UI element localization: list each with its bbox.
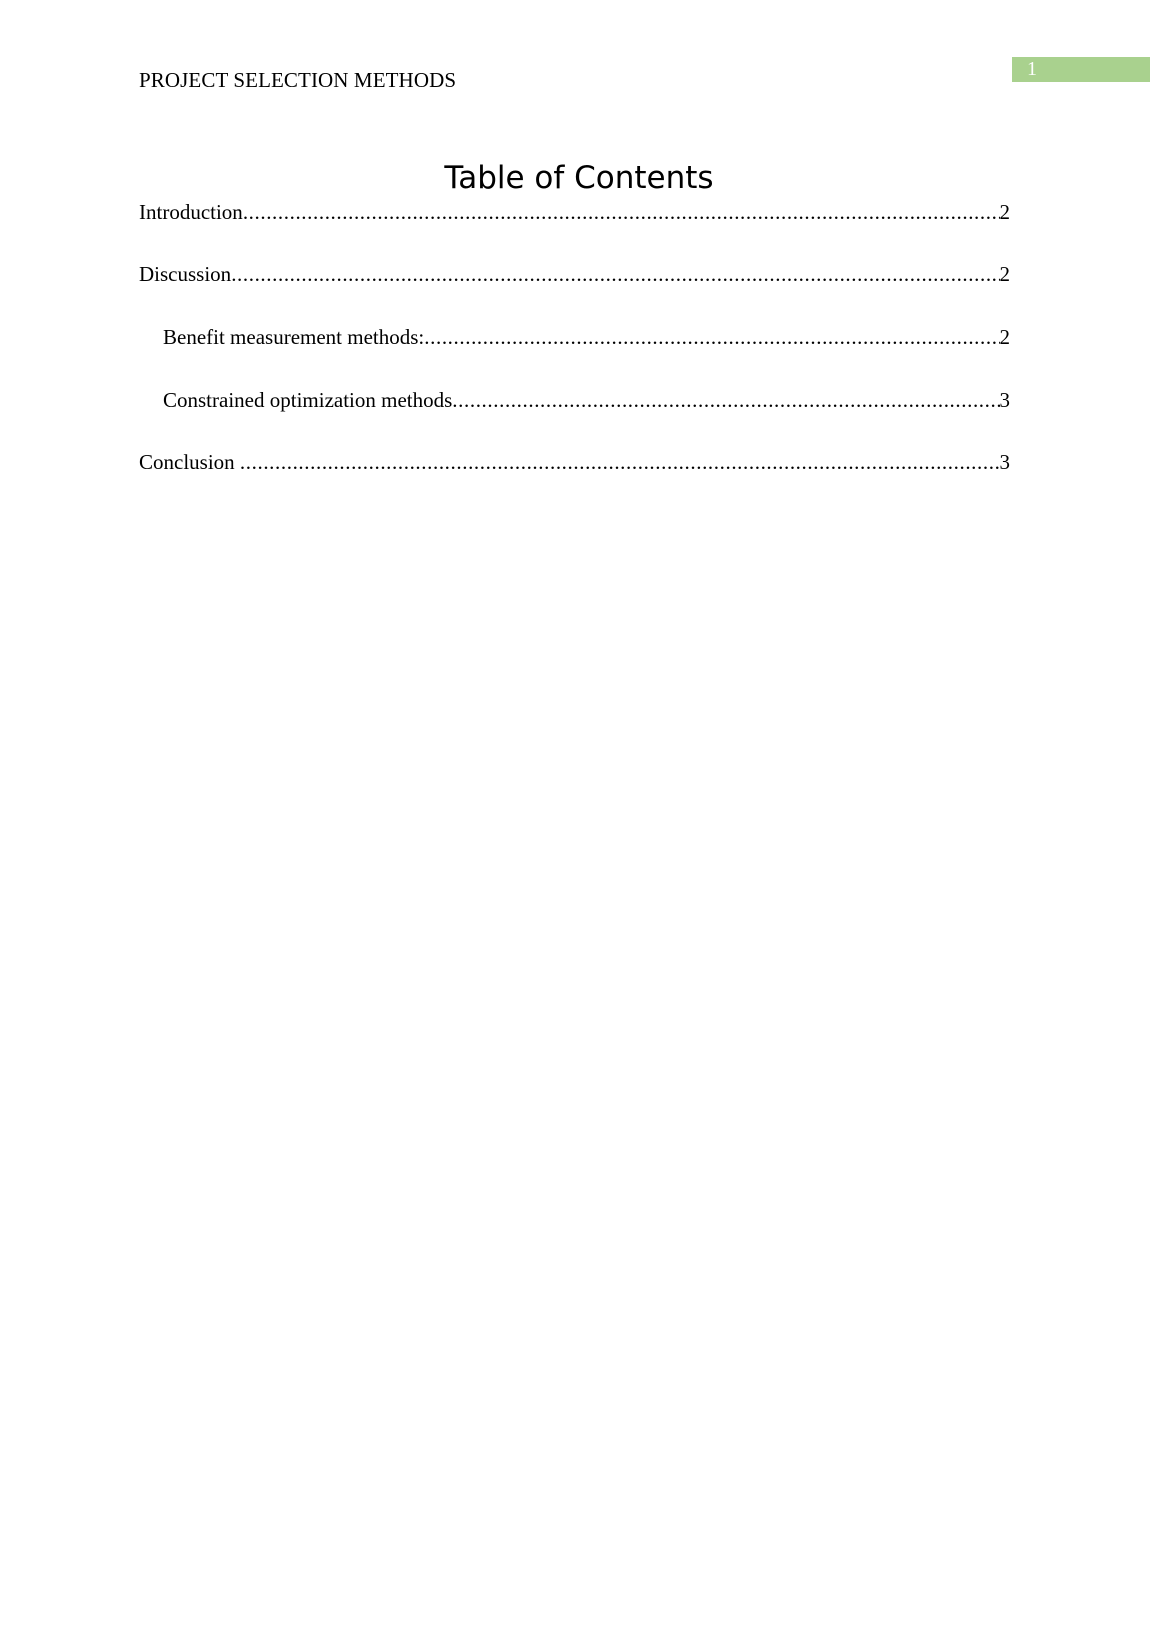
toc-entry-conclusion[interactable]: [139, 448, 1010, 476]
toc-dot-leader: [424, 323, 999, 351]
toc-entry-discussion[interactable]: [139, 260, 1010, 288]
toc-dot-leader: [231, 260, 999, 288]
toc-entry-label: Discussion: [139, 262, 232, 286]
toc-entry-label: Introduction: [139, 200, 243, 224]
page-number: 1: [1012, 57, 1150, 82]
toc-entry-label: Conclusion: [139, 450, 240, 474]
toc-dot-leader: [240, 448, 1000, 476]
toc-entry-page: 3: [999, 388, 1010, 412]
toc-entry-benefit-measurement-methods[interactable]: [163, 323, 1010, 351]
toc-entry-page: 2: [999, 325, 1010, 349]
toc-entry-page: 3: [999, 450, 1010, 474]
toc-dot-leader: [452, 386, 999, 414]
toc-entry-page: 2: [999, 262, 1010, 286]
toc-entry-introduction[interactable]: [139, 198, 1010, 226]
running-head: PROJECT SELECTION METHODS: [139, 68, 457, 92]
toc-dot-leader: [243, 198, 1000, 226]
toc-entry-label: Constrained optimization methods: [163, 388, 453, 412]
toc-entry-constrained-optimization-methods[interactable]: [163, 386, 1010, 414]
toc-entry-page: 2: [999, 200, 1010, 224]
toc-entry-label: Benefit measurement methods:: [163, 325, 425, 349]
toc-title: Table of Contents: [444, 160, 714, 196]
